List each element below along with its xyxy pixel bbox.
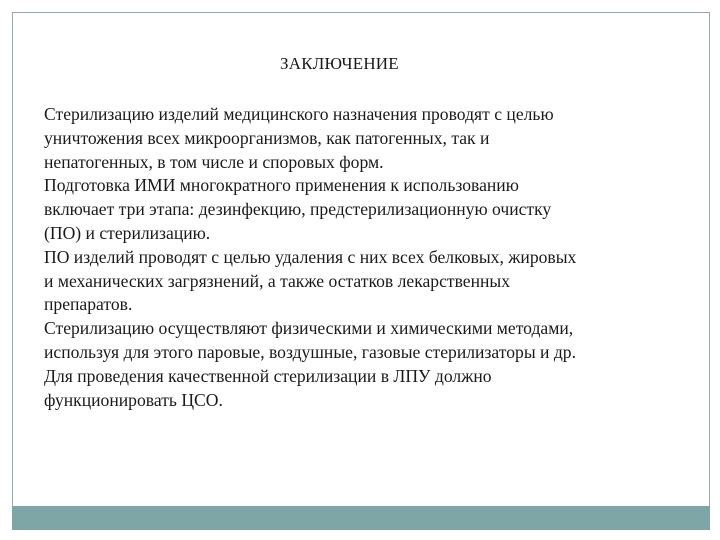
body-line: функционировать ЦСО. — [44, 389, 223, 410]
body-line: и механических загрязнений, а также остатков лекарственных — [44, 270, 511, 291]
body-line: Для проведения качественной стерилизации в ЛПУ должно — [44, 365, 492, 386]
body-line: непатогенных, в том числе и споровых форм. — [44, 151, 384, 172]
body-line: включает три этапа: дезинфекцию, предстерилизационную очистку — [44, 199, 552, 220]
slide-body — [44, 103, 684, 412]
body-line: (ПО) и стерилизацию. — [44, 222, 211, 243]
body-line: Стерилизацию изделий медицинского назначения проводят с целью — [44, 104, 554, 124]
body-line: ПО изделий проводят с целью удаления с них всех белковых, жировых — [44, 246, 577, 267]
body-line: уничтожения всех микроорганизмов, как патогенных, так и — [44, 127, 490, 148]
body-line: Подготовка ИМИ многократного применения к использованию — [44, 175, 519, 196]
footer-band — [12, 506, 710, 530]
body-line: используя для этого паровые, воздушные, газовые стерилизаторы и др. — [44, 341, 576, 362]
slide-title: ЗАКЛЮЧЕНИЕ — [280, 54, 399, 73]
body-line: Стерилизацию осуществляют физическими и химическими методами, — [44, 318, 574, 339]
body-line: препаратов. — [44, 294, 133, 315]
